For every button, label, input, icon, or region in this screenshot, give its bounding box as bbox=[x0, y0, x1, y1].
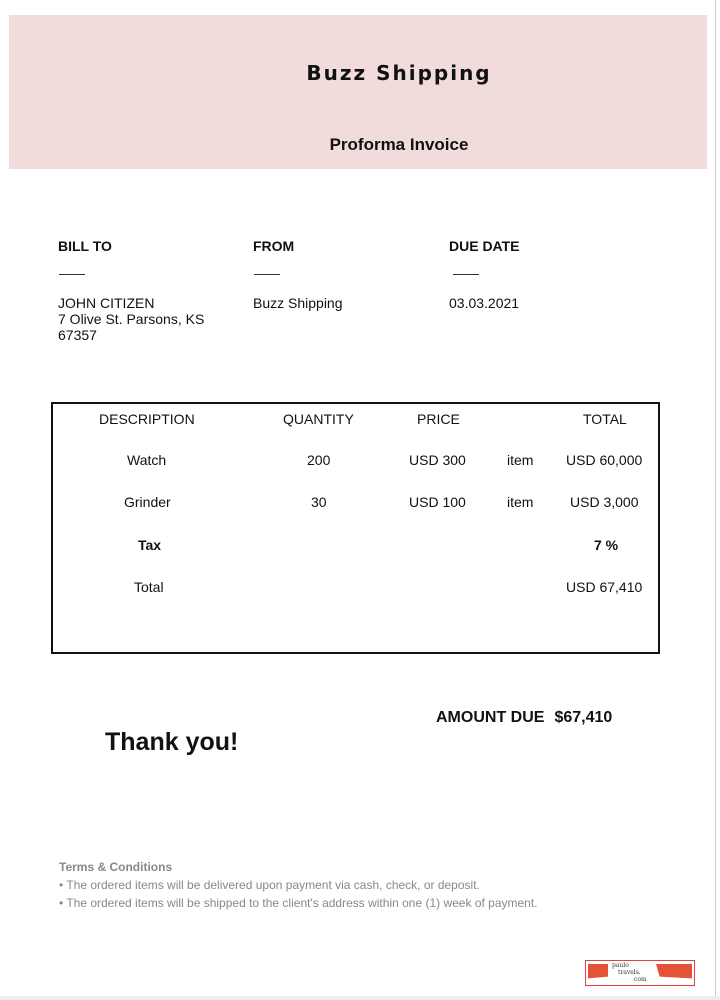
row-unit: item bbox=[507, 494, 534, 510]
due-date-value: 03.03.2021 bbox=[449, 295, 520, 311]
client-name: JOHN CITIZEN bbox=[58, 295, 155, 311]
row-quantity: 30 bbox=[311, 494, 327, 510]
invoice-header bbox=[9, 15, 707, 169]
thank-you-text: Thank you! bbox=[105, 728, 239, 756]
document-title: Proforma Invoice bbox=[329, 135, 469, 154]
client-address: 7 Olive St. Parsons, KS bbox=[58, 311, 205, 327]
logo-line: travels. bbox=[618, 969, 641, 976]
bill-to-section bbox=[58, 238, 204, 343]
logo-stripe-right bbox=[656, 964, 692, 982]
due-date-section bbox=[449, 238, 520, 311]
total-label: Total bbox=[134, 579, 164, 595]
header-quantity: QUANTITY bbox=[283, 411, 354, 427]
row-total: USD 3,000 bbox=[570, 494, 639, 510]
logo-stripe-left bbox=[588, 964, 608, 982]
row-total: USD 60,000 bbox=[566, 452, 643, 468]
from-section bbox=[253, 238, 343, 311]
terms-item: • The ordered items will be shipped to the client's address within one (1) week of payment. bbox=[59, 896, 538, 910]
tax-label: Tax bbox=[138, 537, 162, 553]
amount-due bbox=[436, 709, 612, 727]
company-name: Buzz Shipping bbox=[306, 61, 492, 85]
row-price: USD 100 bbox=[409, 494, 466, 510]
amount-due-value: $67,410 bbox=[554, 709, 613, 726]
amount-due-label: AMOUNT DUE bbox=[436, 709, 545, 726]
row-quantity: 200 bbox=[307, 452, 331, 468]
logo-line: paulo bbox=[612, 962, 629, 969]
terms-section bbox=[59, 858, 538, 912]
page-bottom-edge bbox=[0, 996, 720, 1000]
due-date-label: DUE DATE bbox=[449, 238, 520, 254]
header-total: TOTAL bbox=[583, 411, 627, 427]
terms-item: • The ordered items will be delivered upon payment via cash, check, or deposit. bbox=[59, 878, 480, 892]
bill-to-label: BILL TO bbox=[58, 238, 112, 254]
items-table bbox=[51, 402, 660, 654]
from-label: FROM bbox=[253, 238, 295, 254]
tax-value: 7 % bbox=[594, 537, 619, 553]
header-price: PRICE bbox=[417, 411, 460, 427]
from-value: Buzz Shipping bbox=[253, 295, 343, 311]
divider bbox=[254, 274, 280, 275]
header-description: DESCRIPTION bbox=[99, 411, 195, 427]
row-description: Grinder bbox=[124, 494, 171, 510]
divider bbox=[453, 274, 479, 275]
row-description: Watch bbox=[127, 452, 167, 468]
watermark-logo bbox=[585, 960, 695, 986]
total-value: USD 67,410 bbox=[566, 579, 643, 595]
logo-line: com bbox=[634, 976, 647, 983]
terms-title: Terms & Conditions bbox=[59, 860, 173, 874]
logo-text bbox=[612, 962, 647, 983]
divider bbox=[59, 274, 85, 275]
client-zip: 67357 bbox=[58, 327, 97, 343]
row-price: USD 300 bbox=[409, 452, 466, 468]
row-unit: item bbox=[507, 452, 534, 468]
